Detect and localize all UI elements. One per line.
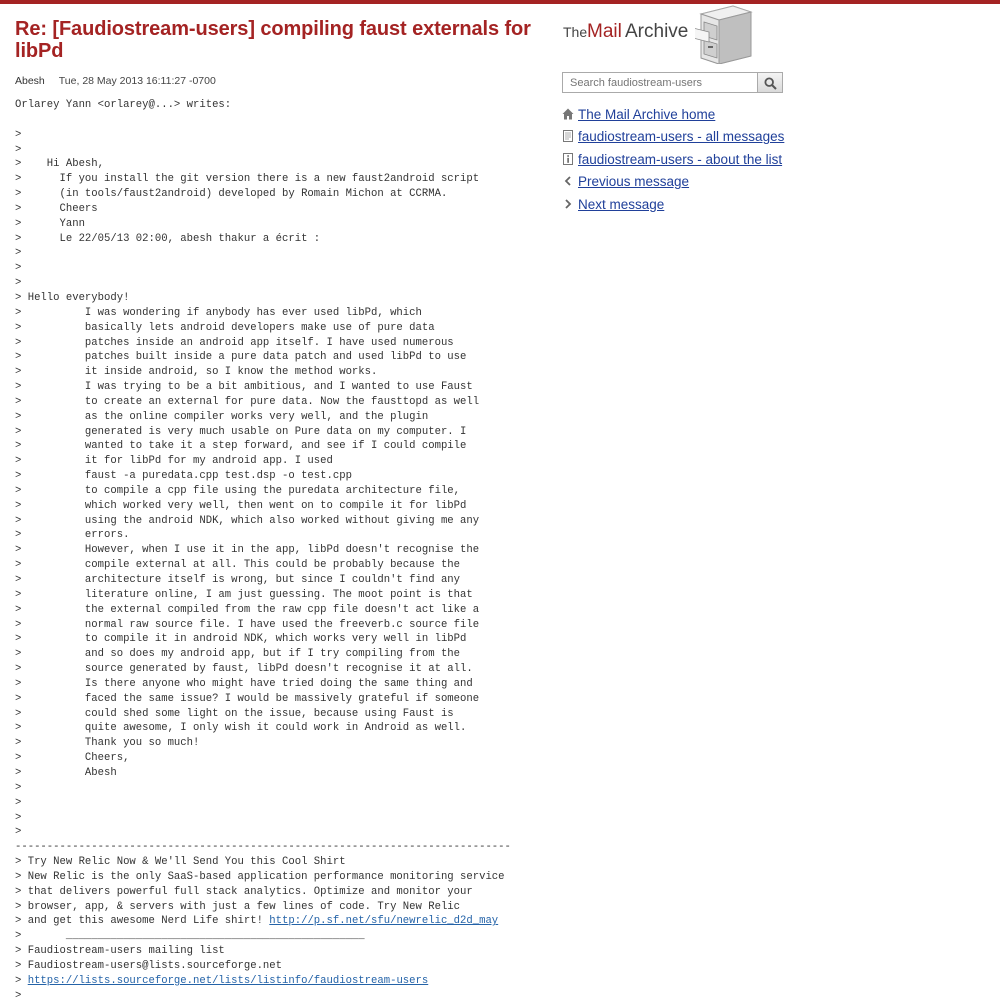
message-line-text: > _______________________________________________ bbox=[15, 930, 365, 943]
message-line-text: > architecture itself is wrong, but since I couldn't find any bbox=[15, 574, 461, 586]
message-line bbox=[15, 870, 535, 885]
message-meta bbox=[15, 74, 535, 88]
message-line-text: > and so does my android app, but if I try compiling from the bbox=[15, 648, 461, 661]
message-line-text: > it inside android, so I know the method works. bbox=[15, 366, 378, 379]
message-line bbox=[15, 707, 535, 722]
message-line-text: > If you install the git version there is a new faust2android script bbox=[15, 173, 480, 186]
author-name[interactable]: Abesh bbox=[15, 75, 45, 87]
message-line bbox=[15, 469, 535, 484]
nav-link-home[interactable]: The Mail Archive home bbox=[578, 107, 716, 122]
message-line bbox=[15, 261, 535, 276]
message-line-text: > Faudiostream-users mailing list bbox=[15, 945, 225, 958]
message-line-text: > wanted to take it a step forward, and see if I could compile bbox=[15, 440, 467, 453]
logo-the-text: The bbox=[563, 24, 588, 40]
message-line-text: ------------------------------------------------------------------------------ bbox=[15, 841, 511, 854]
message-line-text: > to compile a cpp file using the puredata architecture file, bbox=[15, 484, 461, 497]
search-button[interactable] bbox=[757, 72, 783, 93]
message-line bbox=[15, 677, 535, 692]
message-line bbox=[15, 573, 535, 588]
message-line bbox=[15, 885, 535, 900]
message-line-text: > patches built inside a pure data patch and used libPd to use bbox=[15, 351, 467, 364]
message-line bbox=[15, 395, 535, 410]
message-line-text: > I was wondering if anybody has ever used libPd, which bbox=[15, 306, 422, 319]
message-line bbox=[15, 558, 535, 573]
message-line bbox=[15, 454, 535, 469]
message-line bbox=[15, 217, 535, 232]
message-line-text: > bbox=[15, 781, 22, 794]
message-subject: Re: [Faudiostream-users] compiling faust externals for libPd bbox=[15, 18, 531, 62]
message-line bbox=[15, 187, 535, 202]
message-line-text: > Abesh bbox=[15, 766, 117, 779]
message-line-text: > that delivers powerful full stack analytics. Optimize and monitor your bbox=[15, 885, 473, 898]
home-icon bbox=[562, 108, 574, 120]
mail-archive-logo[interactable] bbox=[562, 0, 762, 68]
message-line bbox=[15, 914, 535, 929]
message-line bbox=[15, 959, 535, 974]
message-line-text: > to compile it in android NDK, which works very well in libPd bbox=[15, 633, 467, 646]
message-date[interactable]: Tue, 28 May 2013 16:11:27 -0700 bbox=[58, 75, 216, 87]
search-form bbox=[562, 72, 783, 95]
message-line-text: > quite awesome, I only wish it could work in Android as well. bbox=[15, 722, 467, 735]
nav-link-next-message[interactable]: Next message bbox=[578, 196, 665, 212]
message-line-text: > bbox=[15, 262, 22, 275]
logo-archive-text: Archive bbox=[625, 21, 689, 42]
message-line-text: > bbox=[15, 989, 22, 1002]
message-line-text: > as the online compiler works very well, and the plugin bbox=[15, 410, 429, 423]
message-line bbox=[15, 692, 535, 707]
nav-link-previous-message[interactable]: Previous message bbox=[578, 174, 690, 190]
message-line bbox=[15, 929, 535, 944]
file-cabinet-icon bbox=[695, 2, 753, 64]
message-line bbox=[15, 365, 535, 380]
message-line bbox=[15, 855, 535, 870]
message-line-text: > source generated by faust, libPd doesn't recognise it at all. bbox=[15, 663, 473, 676]
logo-mail-text: Mail bbox=[587, 21, 622, 42]
message-line bbox=[15, 974, 535, 989]
message-line bbox=[15, 172, 535, 187]
message-line-text: > Cheers bbox=[15, 202, 98, 215]
message-line bbox=[15, 499, 535, 514]
message-line-text: > Is there anyone who might have tried doing the same thing and bbox=[15, 677, 473, 690]
message-line bbox=[15, 900, 535, 915]
message-line bbox=[15, 514, 535, 529]
message-line-text: > Le 22/05/13 02:00, abesh thakur a écrit : bbox=[15, 232, 321, 245]
message-line-text: > compile external at all. This could be probably because the bbox=[15, 559, 461, 572]
message-line-text: > basically lets android developers make use of pure data bbox=[15, 321, 435, 334]
message-line bbox=[15, 944, 535, 959]
chevron-left-icon bbox=[562, 175, 574, 187]
message-line-text: > normal raw source file. I have used the freeverb.c source file bbox=[15, 618, 480, 631]
sidebar bbox=[562, 0, 1000, 1000]
message-line-text: > browser, app, & servers with just a few lines of code. Try New Relic bbox=[15, 900, 461, 913]
message-line-text: > errors. bbox=[15, 529, 130, 542]
message-line bbox=[15, 143, 535, 158]
message-line bbox=[15, 647, 535, 662]
message-line bbox=[15, 736, 535, 751]
message-line bbox=[15, 321, 535, 336]
message-line-text: > could shed some light on the issue, because using Faust is bbox=[15, 707, 454, 720]
message-line-text: > to create an external for pure data. Now the fausttopd as well bbox=[15, 395, 480, 408]
message-line bbox=[15, 98, 535, 113]
message-line bbox=[15, 811, 535, 826]
message-line bbox=[15, 380, 535, 395]
message-line bbox=[15, 350, 535, 365]
message-line bbox=[15, 291, 535, 306]
message-line bbox=[15, 528, 535, 543]
message-line-text: > the external compiled from the raw cpp file doesn't act like a bbox=[15, 603, 480, 616]
message-line bbox=[15, 825, 535, 840]
message-body bbox=[15, 98, 535, 1003]
message-line bbox=[15, 721, 535, 736]
chevron-right-icon bbox=[562, 198, 574, 210]
message-line-text: > Try New Relic Now & We'll Send You this Cool Shirt bbox=[15, 856, 346, 869]
message-line-text: > I was trying to be a bit ambitious, and I wanted to use Faust bbox=[15, 381, 473, 394]
message-line bbox=[15, 618, 535, 633]
message-line-text: > bbox=[15, 796, 22, 809]
nav-link-all-messages[interactable]: faudiostream-users - all messages bbox=[578, 129, 785, 145]
message-line-text: > bbox=[15, 247, 22, 260]
message-line-text: > bbox=[15, 143, 22, 156]
message-line bbox=[15, 202, 535, 217]
message-line bbox=[15, 543, 535, 558]
message-line bbox=[15, 276, 535, 291]
message-line bbox=[15, 113, 535, 128]
search-input[interactable] bbox=[562, 72, 757, 93]
message-line bbox=[15, 157, 535, 172]
message-line-text: > Faudiostream-users@lists.sourceforge.net bbox=[15, 959, 283, 972]
document-icon bbox=[562, 130, 574, 142]
message-line-text: > Yann bbox=[15, 217, 85, 230]
message-line bbox=[15, 751, 535, 766]
message-line-text: > However, when I use it in the app, libPd doesn't recognise the bbox=[15, 544, 480, 557]
message-line-text: > Hello everybody! bbox=[15, 291, 130, 304]
message-line-text: Orlarey Yann <orlarey@...> writes: bbox=[15, 99, 232, 111]
message-line-text: > using the android NDK, which also worked without giving me any bbox=[15, 514, 480, 527]
message-line bbox=[15, 484, 535, 499]
message-line-text: > and get this awesome Nerd Life shirt! bbox=[15, 915, 270, 928]
message-line-text: > bbox=[15, 277, 22, 290]
message-line-text: > New Relic is the only SaaS-based application performance monitoring service bbox=[15, 870, 505, 883]
message-line bbox=[15, 306, 535, 321]
message-line bbox=[15, 439, 535, 454]
message-line-text: > which worked very well, then went on to compile it for libPd bbox=[15, 499, 467, 512]
message-line bbox=[15, 781, 535, 796]
newrelic-link[interactable]: http://p.sf.net/sfu/newrelic_d2d_may bbox=[269, 915, 499, 928]
message-line bbox=[15, 232, 535, 247]
message-line-text: > patches inside an android app itself. I have used numerous bbox=[15, 336, 454, 349]
message-line bbox=[15, 840, 535, 855]
message-line bbox=[15, 796, 535, 811]
message-line-text: > Hi Abesh, bbox=[15, 158, 105, 171]
message-line bbox=[15, 989, 535, 1003]
message-line bbox=[15, 425, 535, 440]
message-line-text: > Cheers, bbox=[15, 752, 130, 765]
message-line bbox=[15, 128, 535, 143]
message-line-text: > generated is very much usable on Pure data on my computer. I bbox=[15, 425, 467, 438]
message-header bbox=[15, 18, 535, 88]
message-line-text: > (in tools/faust2android) developed by Romain Michon at CCRMA. bbox=[15, 188, 448, 201]
message-line-text: > bbox=[15, 974, 28, 987]
message-line-text: > bbox=[15, 811, 22, 824]
message-line bbox=[15, 588, 535, 603]
message-line bbox=[15, 246, 535, 261]
message-line bbox=[15, 632, 535, 647]
message-line-text: > Thank you so much! bbox=[15, 737, 200, 750]
message-line bbox=[15, 336, 535, 351]
message-line-text: > bbox=[15, 826, 22, 839]
message-line-text: > faced the same issue? I would be massively grateful if someone bbox=[15, 692, 480, 705]
message-line bbox=[15, 662, 535, 677]
message-line-text: > bbox=[15, 128, 22, 141]
nav-link-about-list[interactable]: faudiostream-users - about the list bbox=[578, 151, 783, 167]
message-line-text: > literature online, I am just guessing. The moot point is that bbox=[15, 588, 473, 601]
message-line bbox=[15, 766, 535, 781]
mailing-list-info-link[interactable]: https://lists.sourceforge.net/lists/listinfo/faudiostream-users bbox=[27, 974, 429, 987]
message-line-text: > faust -a puredata.cpp test.dsp -o test.cpp bbox=[15, 470, 352, 483]
message-line bbox=[15, 603, 535, 618]
message-line-text: > it for libPd for my android app. I used bbox=[15, 455, 333, 468]
search-icon bbox=[764, 77, 777, 90]
message-line bbox=[15, 410, 535, 425]
info-icon bbox=[562, 153, 574, 165]
